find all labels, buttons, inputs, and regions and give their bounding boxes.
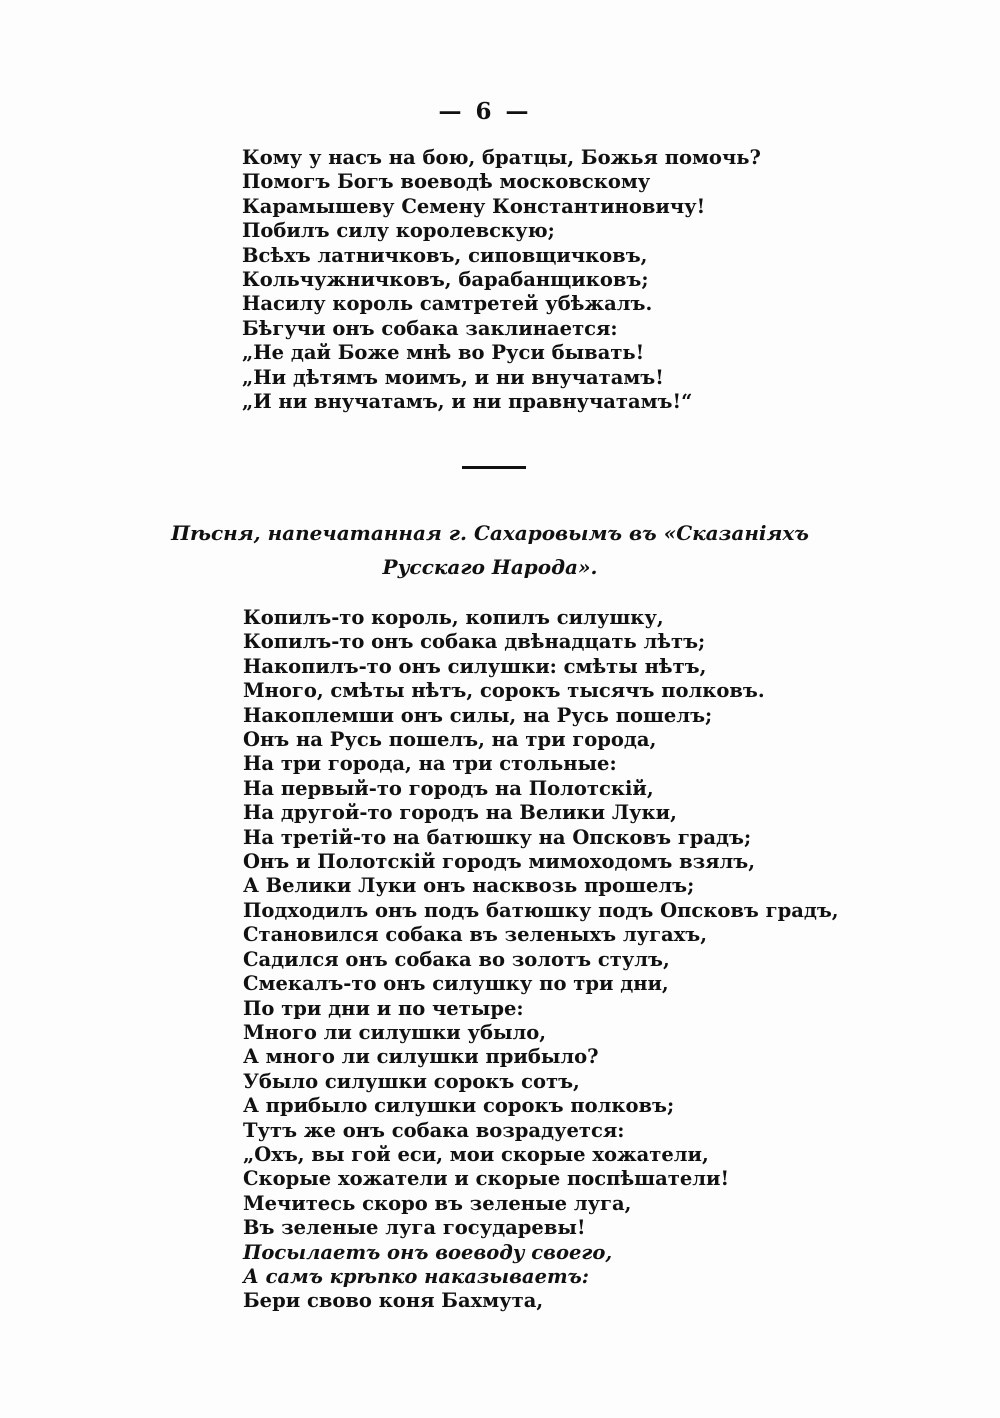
poem-line: „Охъ, вы гой еси, мои скорые хожатели, bbox=[243, 1142, 709, 1166]
poem-line: Помогъ Богъ воеводѣ московскому bbox=[242, 170, 651, 194]
poem-line: На три города, на три стольные: bbox=[243, 752, 617, 776]
poem-line: Тутъ же онъ собака возрадуется: bbox=[243, 1118, 625, 1142]
poem-line: Копилъ-то онъ собака двѣнадцать лѣтъ; bbox=[243, 630, 706, 654]
poem-line: Въ зеленые луга государевы! bbox=[243, 1216, 586, 1240]
poem-line: Накоплемши онъ силы, на Русь пошелъ; bbox=[243, 703, 713, 727]
poem-line: Накопилъ-то онъ силушки: смѣты нѣтъ, bbox=[243, 654, 707, 678]
poem-line: Становился собака въ зеленыхъ лугахъ, bbox=[243, 923, 708, 947]
poem-line: Много, смѣты нѣтъ, сорокъ тысячъ полковъ. bbox=[243, 679, 765, 703]
poem-line: „И ни внучатамъ, и ни правнучатамъ!“ bbox=[242, 390, 693, 414]
poem-line: По три дни и по четыре: bbox=[243, 996, 524, 1020]
poem-fragment-1 bbox=[242, 146, 761, 414]
poem-line: „Ни дѣтямъ моимъ, и ни внучатамъ! bbox=[242, 365, 664, 389]
poem-song bbox=[243, 606, 839, 1314]
poem-line: Кому у насъ на бою, братцы, Божья помочь? bbox=[242, 146, 761, 169]
poem-line: На другой-то городъ на Велики Луки, bbox=[243, 801, 677, 825]
poem-line: А много ли силушки прибыло? bbox=[243, 1045, 599, 1069]
poem-line: Онъ на Русь пошелъ, на три города, bbox=[243, 728, 657, 752]
poem-line: Смекалъ-то онъ силушку по три дни, bbox=[243, 972, 669, 996]
poem-line: Мечитесь скоро въ зеленые луга, bbox=[243, 1191, 632, 1215]
poem-line-italic: Посылаетъ онъ воеводу своего, bbox=[243, 1240, 613, 1264]
poem-line: Подходилъ онъ подъ батюшку подъ Опсковъ градъ, bbox=[243, 898, 839, 922]
poem-line: А Велики Луки онъ насквозь прошелъ; bbox=[243, 874, 695, 898]
poem-line: Садился онъ собака во золотъ стулъ, bbox=[243, 947, 670, 971]
section-divider bbox=[462, 466, 526, 469]
poem-line: Бери свово коня Бахмута, bbox=[243, 1289, 544, 1313]
poem-line: Скорые хожатели и скорые поспѣшатели! bbox=[243, 1167, 730, 1191]
poem-line: Копилъ-то король, копилъ силушку, bbox=[243, 606, 664, 629]
poem-line: На первый-то городъ на Полотскій, bbox=[243, 776, 654, 800]
poem-line: Кольчужничковъ, барабанщиковъ; bbox=[242, 268, 649, 292]
poem-line: Карамышеву Семену Константиновичу! bbox=[242, 194, 706, 218]
poem-line: Побилъ силу королевскую; bbox=[242, 219, 555, 243]
poem-line: Убыло силушки сорокъ сотъ, bbox=[243, 1069, 580, 1093]
poem-line: А прибыло силушки сорокъ полковъ; bbox=[243, 1094, 675, 1118]
poem-line-italic: А самъ крѣпко наказываетъ: bbox=[243, 1264, 589, 1288]
poem-line: Насилу король самтретей убѣжалъ. bbox=[242, 292, 653, 316]
poem-line: Бѣгучи онъ собака заклинается: bbox=[242, 316, 618, 340]
page-number: — 6 — bbox=[438, 98, 532, 125]
poem-line: Много ли силушки убыло, bbox=[243, 1020, 547, 1044]
section-heading: Пѣсня, напечатанная г. Сахаровымъ въ «Сказаніяхъ Русскаго Народа». bbox=[171, 521, 809, 579]
poem-line: На третій-то на батюшку на Опсковъ градъ; bbox=[243, 825, 752, 849]
poem-line: Всѣхъ латничковъ, сиповщичковъ, bbox=[242, 243, 648, 267]
poem-line: Онъ и Полотскій городъ мимоходомъ взялъ, bbox=[243, 850, 756, 874]
poem-line: „Не дай Боже мнѣ во Руси бывать! bbox=[242, 341, 645, 365]
